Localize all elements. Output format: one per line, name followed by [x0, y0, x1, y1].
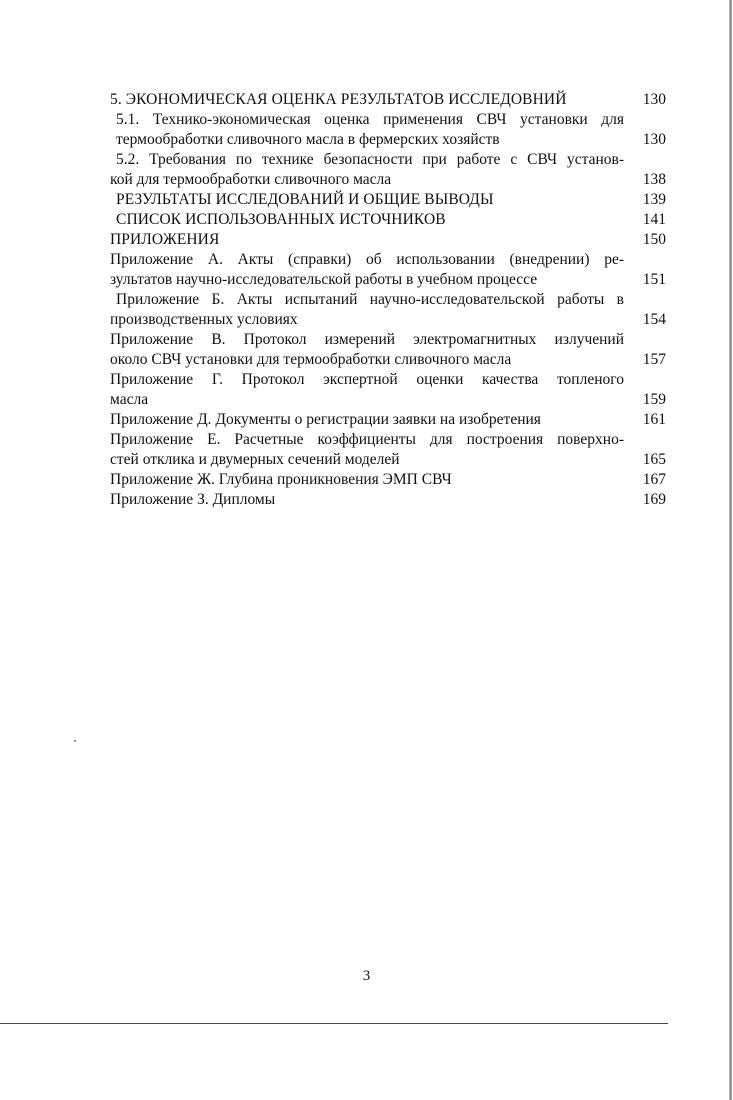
- toc-entry-text: Приложение З. Дипломы: [110, 491, 276, 508]
- toc-entry-appendices: [110, 230, 666, 250]
- toc-entry-appendix-a: [110, 250, 666, 290]
- toc-entry-text: Приложение Ж. Глубина проникновения ЭМП СВЧ: [110, 471, 452, 488]
- toc-entry-sources: [110, 210, 666, 230]
- toc-entry-text: ПРИЛОЖЕНИЯ: [110, 231, 220, 248]
- toc-entry-text-line: Приложение Г. Протокол экспертной оценки качества топленого: [110, 371, 624, 388]
- toc-entry-text-line: 5.2. Требования по технике безопасности при работе с СВЧ установ-: [116, 151, 624, 168]
- toc-entry-text-line: 5.1. Технико-экономическая оценка применения СВЧ установки для: [116, 111, 624, 128]
- toc-entry-text-line: масла: [110, 391, 149, 408]
- toc-entry-appendix-e: [110, 430, 666, 470]
- toc-entry-page: 157: [642, 351, 666, 368]
- toc-entry-page: 165: [642, 451, 666, 468]
- toc-entry-page: 130: [642, 131, 666, 148]
- scan-right-edge: [729, 0, 732, 1100]
- page-number: 3: [362, 968, 371, 984]
- toc-entry-text-line: Приложение Е. Расчетные коэффициенты для построения поверхно-: [110, 431, 624, 448]
- toc-entry-page: 167: [642, 471, 666, 488]
- toc-entry-appendix-zh: [110, 470, 666, 490]
- toc-entry-text-line: зультатов научно-исследовательской работы в учебном процессе: [110, 271, 538, 288]
- toc-entry-appendix-v: [110, 330, 666, 370]
- toc-entry-text-line: около СВЧ установки для термообработки сливочного масла: [110, 351, 512, 368]
- toc-entry-text: СПИСОК ИСПОЛЬЗОВАННЫХ ИСТОЧНИКОВ: [116, 211, 446, 228]
- toc-entry-text: РЕЗУЛЬТАТЫ ИССЛЕДОВАНИЙ И ОБЩИЕ ВЫВОДЫ: [116, 191, 494, 208]
- toc-entry-text-line: кой для термообработки сливочного масла: [110, 171, 392, 188]
- toc-entry-5-2: [110, 150, 666, 190]
- toc-entry-page: 154: [642, 311, 666, 328]
- toc-entry-results: [110, 190, 666, 210]
- toc-entry-appendix-z: [110, 490, 666, 510]
- toc-entry-page: 150: [642, 231, 666, 248]
- toc-entry-page: 138: [642, 171, 666, 188]
- toc-entry-page: 151: [642, 271, 666, 288]
- scan-speck: [74, 740, 76, 742]
- toc-entry-5-1: [110, 110, 666, 150]
- toc-entry-text: 5. ЭКОНОМИЧЕСКАЯ ОЦЕНКА РЕЗУЛЬТАТОВ ИССЛЕДОВНИЙ: [110, 91, 567, 108]
- toc-entry-page: 141: [642, 211, 666, 228]
- scan-bottom-line: [0, 1023, 668, 1024]
- toc-entry-page: 130: [642, 91, 666, 108]
- toc-entry-appendix-b: [110, 290, 666, 330]
- toc-entry-page: 161: [642, 411, 666, 428]
- toc-entry-text-line: Приложение Б. Акты испытаний научно-исследовательской работы в: [116, 291, 624, 308]
- toc-entry-page: 139: [642, 191, 666, 208]
- toc-entry-page: 159: [642, 391, 666, 408]
- toc-entry-text-line: Приложение В. Протокол измерений электромагнитных излучений: [110, 331, 624, 348]
- table-of-contents: [110, 90, 666, 510]
- toc-entry-section-5: [110, 90, 666, 110]
- toc-entry-text-line: термообработки сливочного масла в фермерских хозяйств: [116, 131, 500, 148]
- toc-entry-text-line: стей отклика и двумерных сечений моделей: [110, 451, 400, 468]
- toc-entry-text: Приложение Д. Документы о регистрации заявки на изобретения: [110, 411, 541, 428]
- toc-entry-appendix-g: [110, 370, 666, 410]
- toc-entry-text-line: производственных условиях: [110, 311, 298, 328]
- toc-entry-text-line: Приложение А. Акты (справки) об использовании (внедрении) ре-: [110, 251, 624, 268]
- toc-entry-page: 169: [642, 491, 666, 508]
- toc-entry-appendix-d: [110, 410, 666, 430]
